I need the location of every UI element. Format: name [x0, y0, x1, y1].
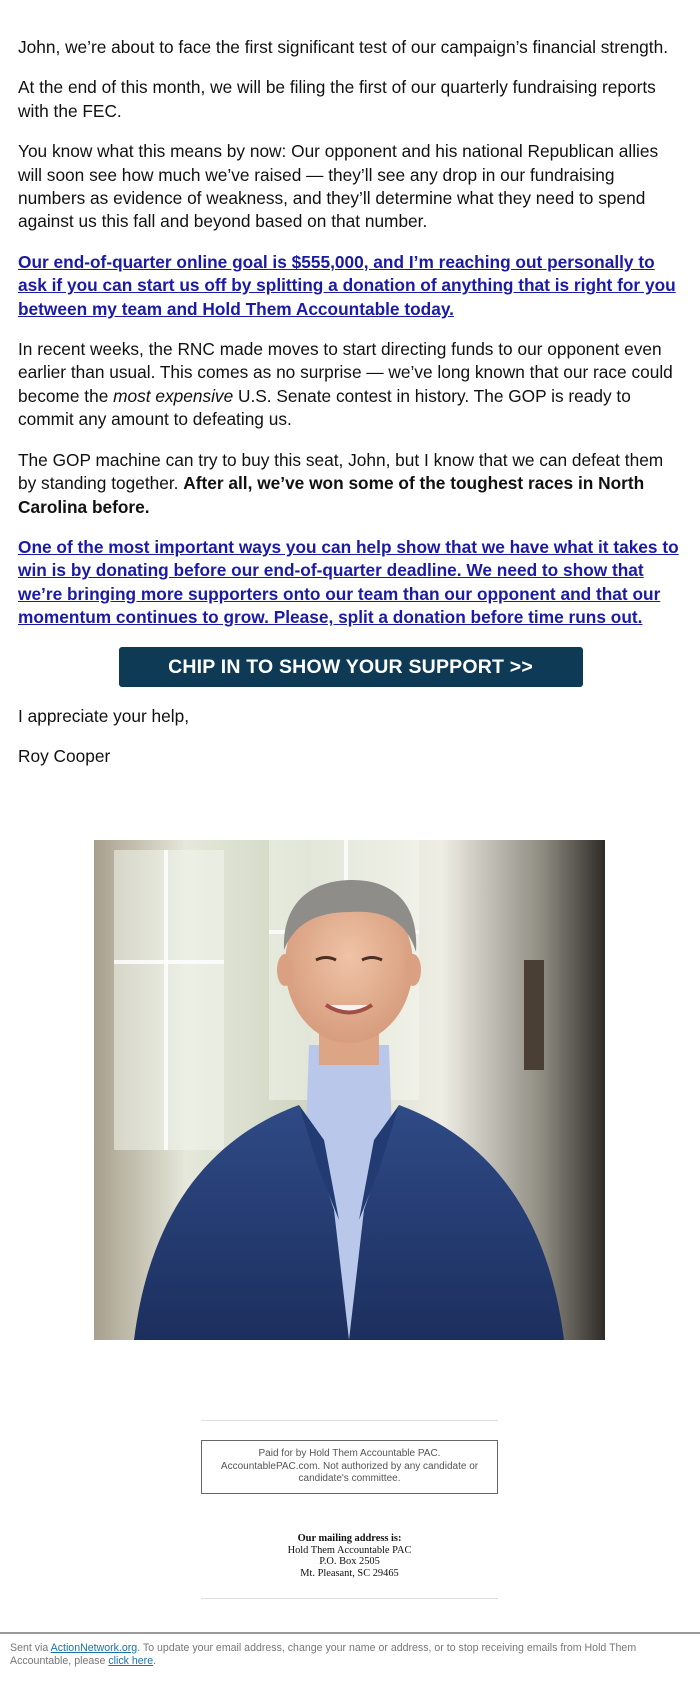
mailing-line-box: P.O. Box 2505 [319, 1556, 380, 1568]
deadline-donation-link[interactable]: One of the most important ways you can help show that we have what it takes to win is by donating before our end-of-quarter deadline. We need to show that we’re bringing more supporters onto our team than our opponent and that our momentum continues to grow. Please, split a donation before time runs out. [18, 536, 679, 628]
candidate-portrait-photo [94, 840, 605, 1340]
sent-via-prefix: Sent via [10, 1642, 51, 1654]
cta-container [18, 647, 683, 687]
footer-top-rule [201, 1420, 498, 1421]
mailing-line-city: Mt. Pleasant, SC 29465 [300, 1567, 399, 1579]
paragraph-rnc [18, 338, 683, 432]
paragraph-opponent: You know what this means by now: Our opponent and his national Republican allies will soon see how much we’ve raised — they’ll see any drop in our fundraising numbers as evidence of weakness, and they’ll determine what they need to spend against us this fall and beyond based on that number. [18, 141, 659, 232]
email-body [18, 36, 683, 785]
mailing-label: Our mailing address is: [297, 1533, 402, 1544]
rnc-text-end: U.S. Senate contest in history. The GOP is ready to commit any amount to defeating us. [18, 385, 631, 430]
actionnetwork-link[interactable]: ActionNetwork.org [50, 1642, 138, 1654]
sent-via-middle: . To update your email address, change your name or address, or to stop receiving emails from Hold Them Accountable, please [10, 1642, 637, 1668]
toughest-races-bold: After all, we’ve won some of the toughest races in North Carolina before. [18, 473, 645, 517]
paragraph-intro: John, we’re about to face the first significant test of our campaign’s financial strength. [18, 37, 669, 57]
signature: Roy Cooper [18, 745, 111, 766]
paragraph-goal [18, 251, 683, 321]
sent-via-notice [10, 1642, 690, 1669]
sent-via-end: . [153, 1655, 157, 1668]
mailing-address [201, 1533, 498, 1579]
portrait-illustration [94, 840, 605, 1340]
most-expensive-emphasis: most expensive [113, 385, 234, 406]
rnc-text-start: In recent weeks, the RNC made moves to start directing funds to our opponent even earlier than usual. This comes as no surprise — we’ve long known that our race could become the [18, 339, 673, 406]
paragraph-fec-reports: At the end of this month, we will be filing the first of our quarterly fundraising reports with the FEC. [18, 77, 656, 121]
paragraph-deadline [18, 536, 683, 630]
bottom-divider [0, 1632, 700, 1634]
unsubscribe-click-here-link[interactable]: click here [108, 1655, 154, 1668]
footer-bottom-rule [201, 1598, 498, 1599]
chip-in-button[interactable]: CHIP IN TO SHOW YOUR SUPPORT >> [119, 647, 583, 687]
mailing-line-org: Hold Them Accountable PAC [287, 1544, 412, 1556]
paid-for-disclaimer: Paid for by Hold Them Accountable PAC. AccountablePAC.com. Not authorized by any candidate or candidate's committee. [201, 1440, 498, 1494]
goal-donation-link[interactable]: Our end-of-quarter online goal is $555,000, and I’m reaching out personally to ask if you can start us off by splitting a donation of anything that is right for you between my team and Hold Them Accountable today. [18, 251, 676, 319]
paragraph-gop-machine [18, 449, 683, 519]
closing-line: I appreciate your help, [18, 705, 189, 726]
gop-text: The GOP machine can try to buy this seat, John, but I know that we can defeat them by standing together. [18, 449, 664, 494]
